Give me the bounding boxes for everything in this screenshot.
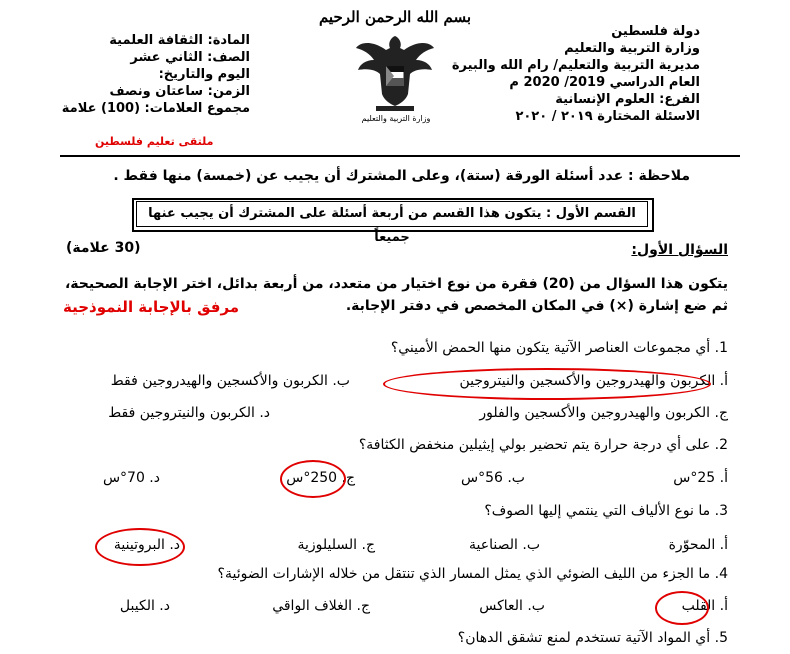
option-2d: د. 70°س xyxy=(102,470,160,486)
question-intro: يتكون هذا السؤال من (20) فقرة من نوع اختيار من متعدد، من أربعة بدائل، اختر الإجابة الصحيحة، ثم ضع إشارة (×) في المكان المخصص في دفتر الإجابة. xyxy=(64,276,728,314)
header-divider xyxy=(60,155,740,157)
question-marks: (30 علامة) xyxy=(66,240,141,256)
answer-circle xyxy=(383,368,711,400)
option-4b: ب. العاكس xyxy=(479,598,545,614)
answer-circle xyxy=(95,528,185,566)
item-number: 1. xyxy=(714,340,728,356)
option-1c: ج. الكربون والهيدروجين والأكسجين والفلور xyxy=(479,405,728,421)
option-4c: ج. الغلاف الواقي xyxy=(272,598,370,614)
option-1a: أ. الكربون والهيدروجين والأكسجين والنيتروجين xyxy=(459,373,728,389)
header-right-block xyxy=(452,23,700,125)
option-3d: د. البروتينية xyxy=(113,537,180,553)
item-text: على أي درجة حرارة يتم تحضير بولي إيثيلين منخفض الكثافة؟ xyxy=(358,437,711,453)
item-number: 4. xyxy=(714,566,728,582)
answer-circle xyxy=(280,460,346,498)
item-text: أي مجموعات العناصر الآتية يتكون منها الحمض الأميني؟ xyxy=(390,340,711,356)
question-item-5 xyxy=(458,630,728,646)
header-left-line: مجموع العلامات: (100) علامة xyxy=(61,101,250,116)
option-3a: أ. المحوّرة xyxy=(668,537,728,553)
item-number: 3. xyxy=(714,503,728,519)
option-2c: ج. 250°س xyxy=(286,470,355,486)
option-2a: أ. 25°س xyxy=(673,470,728,486)
section-title: القسم الأول : يتكون هذا القسم من أربعة أسئلة على المشترك أن يجيب عنها جميعاً xyxy=(136,201,648,227)
question-title: السؤال الأول: xyxy=(631,242,728,258)
header-left-line: الزمن: ساعتان ونصف xyxy=(109,84,250,99)
item-text: ما نوع الألياف التي ينتمي إليها الصوف؟ xyxy=(484,503,711,519)
model-answer-tag: مرفق بالإجابة النموذجية xyxy=(63,298,240,316)
exam-note: ملاحظة : عدد أسئلة الورقة (ستة)، وعلى المشترك أن يجيب عن (خمسة) منها فقط . xyxy=(113,168,690,184)
header-right-line: العام الدراسي 2019/ 2020 م xyxy=(509,75,700,90)
answer-circle xyxy=(655,591,709,625)
option-1d: د. الكربون والنيتروجين فقط xyxy=(108,405,270,421)
header-right-line: وزارة التربية والتعليم xyxy=(564,41,700,56)
header-left-line: المادة: الثقافة العلمية xyxy=(109,33,250,48)
question-item-3 xyxy=(484,503,728,519)
option-4a: أ. القلب xyxy=(681,598,728,614)
option-2b: ب. 56°س xyxy=(460,470,525,486)
header-left-line: اليوم والتاريخ: xyxy=(158,67,250,82)
header-left-block xyxy=(62,32,250,117)
header-right-line: الاسئلة المختارة ٢٠١٩ / ٢٠٢٠ xyxy=(515,109,700,124)
option-3c: ج. السليلوزية xyxy=(297,537,375,553)
question-item-1 xyxy=(391,340,728,356)
question-item-4 xyxy=(218,566,728,582)
item-text: أي المواد الآتية تستخدم لمنع تشقق الدهان؟ xyxy=(457,630,711,646)
option-1b: ب. الكربون والأكسجين والهيدروجين فقط xyxy=(110,373,350,389)
header-right-line: الفرع: العلوم الإنسانية xyxy=(555,92,700,107)
ministry-caption: وزارة التربية والتعليم xyxy=(361,114,431,123)
forum-label: ملتقى تعليم فلسطين xyxy=(95,135,214,148)
header-right-line: مديرية التربية والتعليم/ رام الله والبيرة xyxy=(451,58,700,73)
eagle-emblem-icon xyxy=(352,28,438,114)
item-text: ما الجزء من الليف الضوئي الذي يمثل المسار الذي تنتقل من خلاله الإشارات الضوئية؟ xyxy=(217,566,711,582)
header-left-line: الصف: الثاني عشر xyxy=(130,50,250,65)
question-item-2 xyxy=(359,437,728,453)
option-3b: ب. الصناعية xyxy=(469,537,540,553)
header-right-line: دولة فلسطين xyxy=(611,24,700,39)
option-4d: د. الكيبل xyxy=(119,598,170,614)
item-number: 5. xyxy=(714,630,728,646)
basmala: بسم الله الرحمن الرحيم xyxy=(318,8,472,26)
item-number: 2. xyxy=(714,437,728,453)
